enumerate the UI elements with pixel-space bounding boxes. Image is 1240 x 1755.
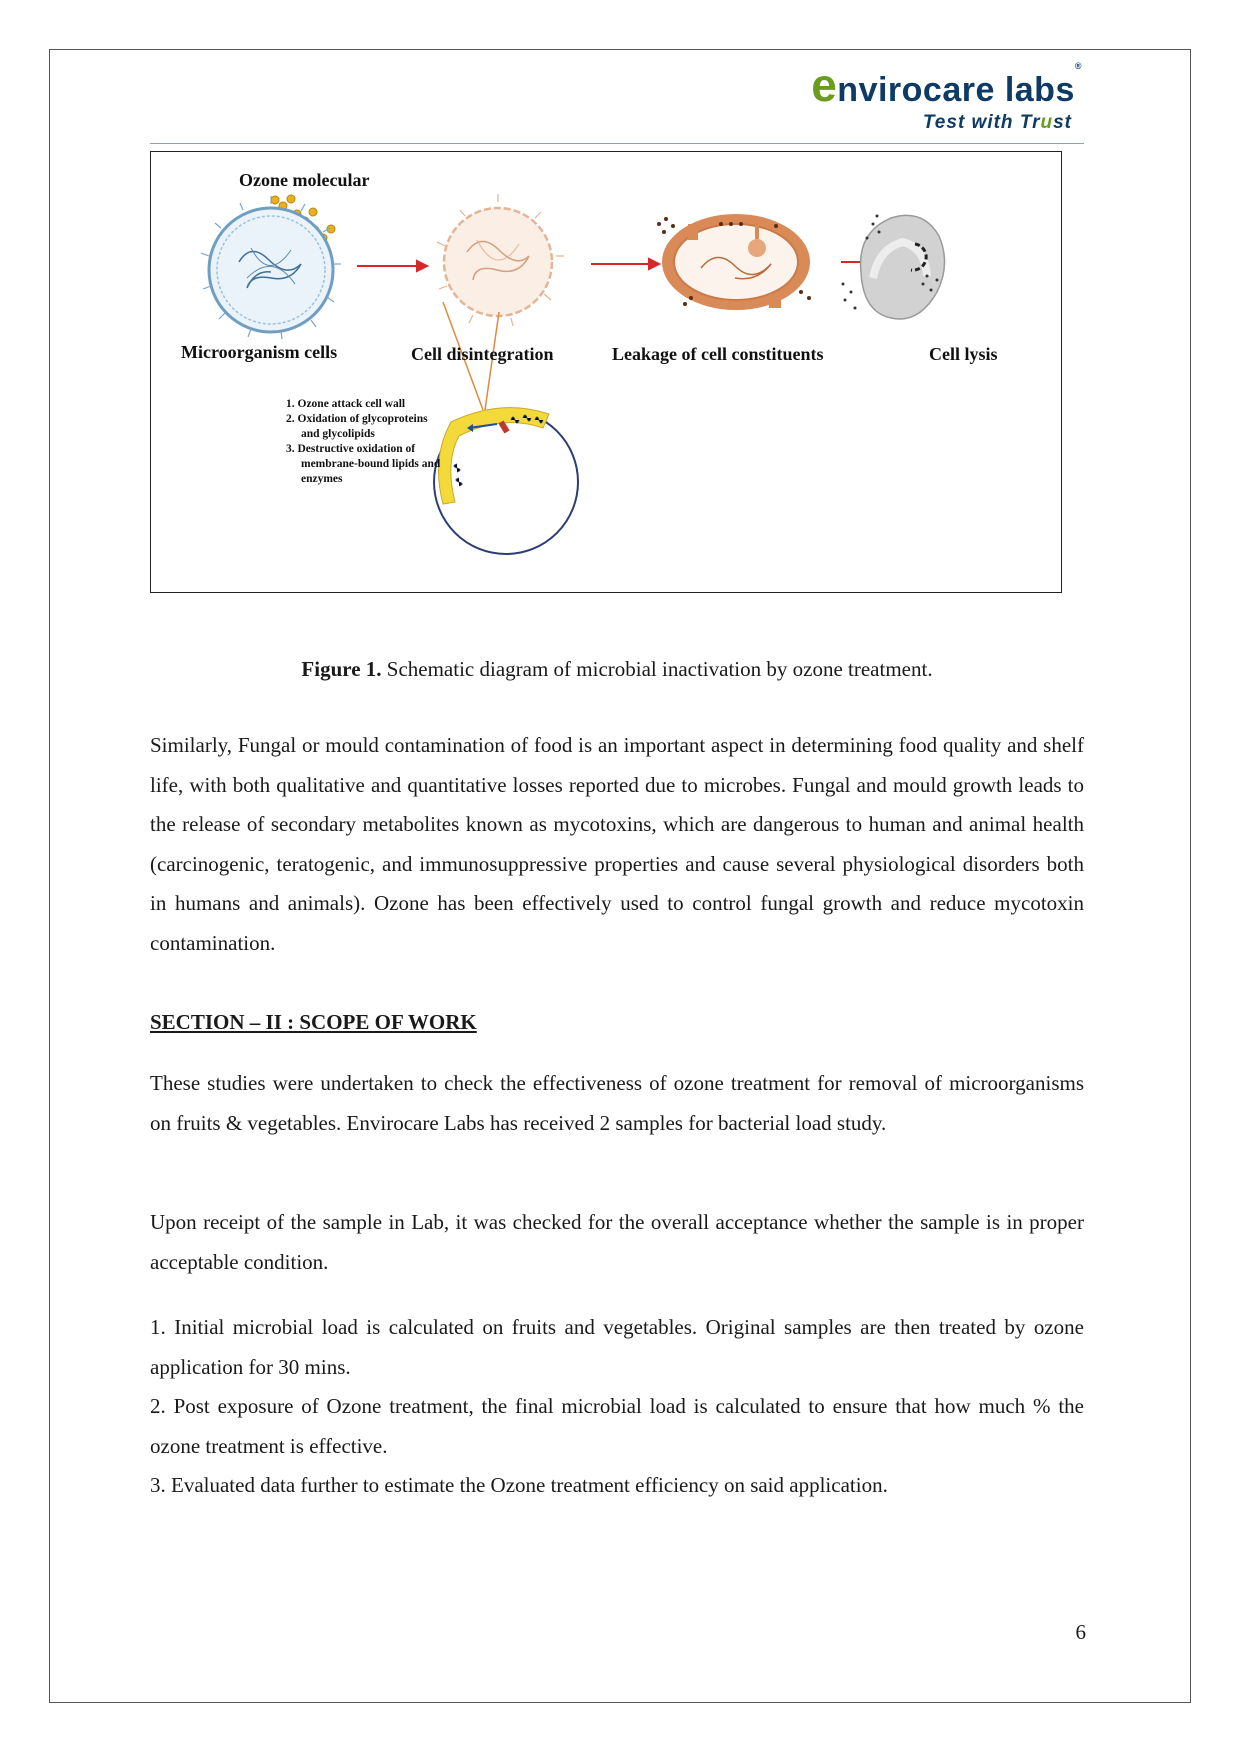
section-heading: SECTION – II : SCOPE OF WORK (150, 1010, 477, 1034)
figure-ozone-schematic (150, 151, 1062, 593)
note-line: 1. Ozone attack cell wall (286, 398, 406, 410)
stage-label-leakage: Leakage of cell constituents (612, 344, 824, 364)
cell-disintegration-graphic (437, 194, 564, 326)
arrow-1 (357, 261, 427, 271)
list-item: 3. Evaluated data further to estimate the Ozone treatment efficiency on said application. (150, 1473, 888, 1497)
note-line: 2. Oxidation of glycoproteins (286, 413, 428, 425)
list-item: 2. Post exposure of Ozone treatment, the final microbial load is calculated to ensure that how much % the ozone treatment is effective. (150, 1394, 1084, 1458)
logo-tagline: Test with Trust (922, 112, 1072, 133)
figure-title: Ozone molecular (239, 170, 370, 190)
note-line: and glycolipids (301, 428, 375, 440)
company-logo (811, 59, 1082, 134)
list-item: 1. Initial microbial load is calculated on fruits and vegetables. Original samples are then treated by ozone application for 30 mins. (150, 1315, 1084, 1379)
header-rule (150, 143, 1084, 144)
leaking-cell-graphic (657, 214, 811, 310)
note-line: membrane-bound lipids and (301, 458, 441, 470)
stage-label-cell-lysis: Cell lysis (929, 344, 998, 364)
paragraph-scope: These studies were undertaken to check the effectiveness of ozone treatment for removal of microorganisms on fruits & vegetables. Envirocare Labs has received 2 samples for bacterial load study. (150, 1071, 1084, 1135)
page-number: 6 (1075, 1620, 1086, 1644)
stage-label-microorganism-cells: Microorganism cells (181, 342, 338, 362)
paragraph-fungal-contamination: Similarly, Fungal or mould contamination of food is an important aspect in determining food quality and shelf life, with both qualitative and quantitative losses reported due to microbes. Fungal and mould growth leads to the release of secondary metabolites known as mycotoxins, which are dangerous to human and animal health (carcinogenic, teratogenic, and immunosuppressive properties and cause several physiological disorders both in humans and animals). Ozone has been effectively used to control fungal growth and reduce mycotoxin contamination. (150, 733, 1084, 955)
microorganism-cell-graphic (201, 196, 341, 339)
note-line: enzymes (301, 473, 343, 485)
numbered-list (150, 1308, 1084, 1506)
stage-label-cell-disintegration: Cell disintegration (411, 344, 554, 364)
arrow-2 (591, 259, 659, 269)
caption-label: Figure 1. (301, 657, 382, 681)
schematic-illustration (151, 152, 1063, 594)
figure-caption (150, 657, 1084, 682)
logo-wordmark: envirocare labs® (811, 59, 1082, 111)
cell-lysis-graphic (842, 215, 945, 319)
note-line: 3. Destructive oxidation of (286, 443, 416, 455)
figure-notes (286, 397, 486, 487)
paragraph-receipt: Upon receipt of the sample in Lab, it was checked for the overall acceptance whether the sample is in proper acceptable condition. (150, 1210, 1084, 1274)
caption-text: Schematic diagram of microbial inactivation by ozone treatment. (381, 657, 933, 681)
